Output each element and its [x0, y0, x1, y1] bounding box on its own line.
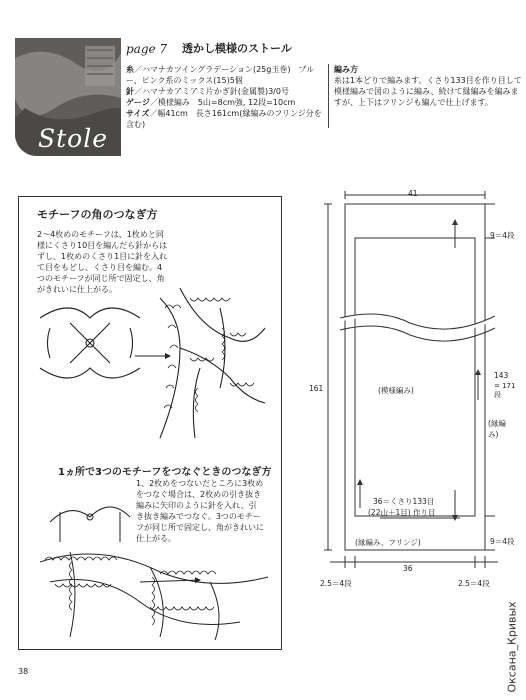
spec-line: ゲージ／模様編み 5山=8cm強, 12段=10cm — [126, 98, 296, 107]
side-rows-label: 143 — [494, 371, 509, 380]
spec-line: 針／ハマナカアミアミ片かぎ針(金属製)3/0号 — [126, 87, 289, 96]
spec-line: サイズ／幅41cm 長さ161cm(縁編みのフリンジ分を含む) — [126, 109, 322, 129]
center-pattern-label: (模様編み) — [378, 386, 414, 395]
inner-rect — [355, 238, 475, 516]
method-text: 糸は1本どりで編みます。くさり133目を作り目して模様編みで図のように編み、続けて縁編みを編みますが、上下はフリンジも編んで仕上げます。 — [334, 76, 522, 107]
motif-join-diagram-2 — [40, 482, 270, 642]
right-margin-label: 2.5＝4段 — [458, 579, 490, 588]
method-heading: 編み方 — [334, 65, 358, 74]
motif-box-title: モチーフの角のつなぎ方 — [37, 208, 158, 221]
page-title: 透かし模様のストール — [182, 42, 292, 55]
top-width-label: 41 — [408, 189, 418, 198]
spec-line: 糸／ハマナカツイングラデーション(25g玉巻) ブルー、ピンク系のミックス(15)5個 — [126, 65, 315, 85]
spec-block — [126, 64, 322, 130]
page-number: 38 — [18, 667, 29, 676]
top-fringe-label: 9＝4段 — [490, 231, 515, 240]
method-block — [334, 64, 524, 108]
watermark-text: Оксана_Кривых — [505, 601, 519, 693]
page-label: page 7 — [126, 42, 168, 56]
bottom-width-label: 36 — [403, 564, 413, 573]
watermark — [500, 576, 520, 698]
left-margin-label: 2.5＝4段 — [320, 579, 352, 588]
motif-text-1: 2～4枚めのモチーフは、1枚めと同様にくさり10目を編んだら針からはずし、1枚めのくさり1目に針を入れて目をもどし、くさり目を編む。4つのモチーフが同じ所で固定し、角がきれいに仕上がる。 — [37, 230, 168, 294]
motif-join-diagram-1 — [30, 288, 270, 448]
motif-sub-title: 1ヵ所で3つのモチーフをつなぐときのつなぎ方 — [58, 467, 272, 478]
total-length-label: 161 — [309, 384, 324, 393]
motif-text-2: 1、2枚めをつないだところに3枚めをつなぐ場合は、2枚めの引き抜き編みに矢印のように針を入れ、引き抜き編みでつなぐ。3つのモチーフが同じ所で固定し、角がきれいに仕上がる。 — [136, 479, 264, 543]
divider — [328, 64, 329, 128]
fringe-label: (縁編み、フリンジ) — [355, 538, 421, 547]
side-rows-sub: = 171段 — [494, 382, 516, 399]
edge-label: (縁編み) — [488, 419, 506, 439]
cast-on-line-2: (22山＋1目) 作り目 — [368, 508, 436, 517]
bottom-fringe-label: 9＝4段 — [490, 537, 515, 546]
cast-on-line-1: 36＝くさり133目 — [373, 497, 435, 506]
photo-caption: Stole — [38, 124, 109, 153]
